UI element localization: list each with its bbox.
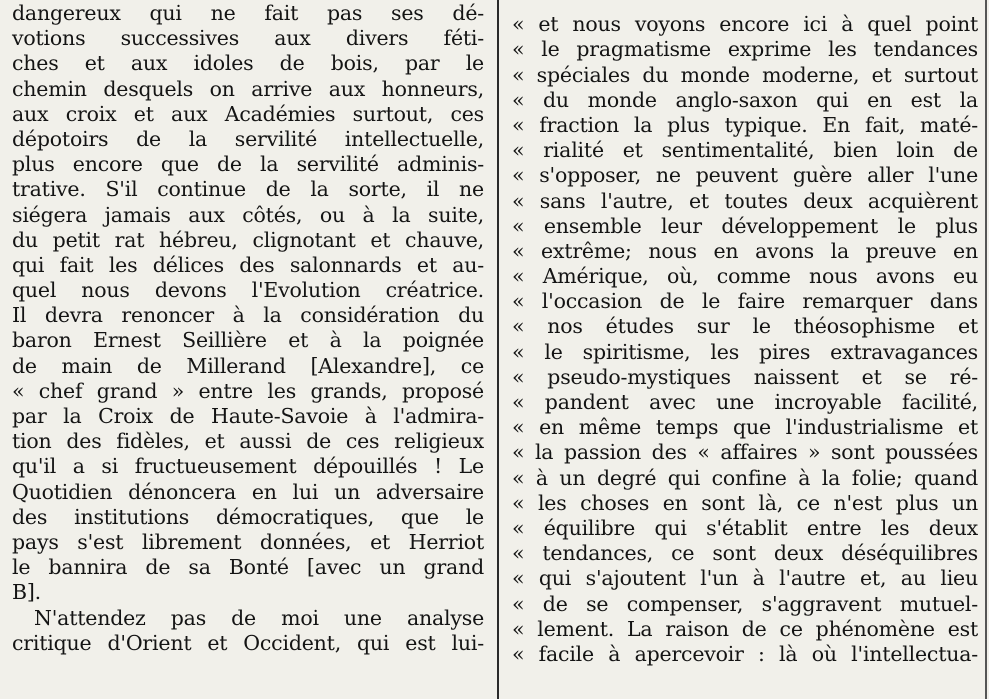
- text-line: N'attendez pas de moi une analyse: [34, 605, 484, 630]
- text-line: « facile à apercevoir : là où l'intellectua-: [512, 641, 978, 666]
- text-line: de main de Millerand [Alexandre], ce: [12, 353, 484, 378]
- text-line: « la passion des « affaires » sont poussées: [512, 440, 978, 465]
- text-line: siégera jamais aux côtés, ou à la suite,: [12, 202, 484, 227]
- text-line: « sans l'autre, et toutes deux acquièrent: [512, 188, 978, 213]
- text-line: plus encore que de la servilité adminis-: [12, 152, 484, 177]
- text-line: « nos études sur le théosophisme et: [512, 314, 978, 339]
- column-divider: [497, 0, 499, 699]
- text-line: « Amérique, où, comme nous avons eu: [512, 264, 978, 289]
- text-line: votions successives aux divers féti-: [12, 26, 484, 51]
- text-line: aux croix et aux Académies surtout, ces: [12, 101, 484, 126]
- text-line: le bannira de sa Bonté [avec un grand: [12, 555, 484, 580]
- text-line: baron Ernest Seillière et à la poignée: [12, 328, 484, 353]
- text-line: « de se compenser, s'aggravent mutuel-: [512, 591, 978, 616]
- text-line: « le spiritisme, les pires extravagances: [512, 339, 978, 364]
- text-line: chemin desquels on arrive aux honneurs,: [12, 76, 484, 101]
- text-line: « à un degré qui confine à la folie; quand: [512, 465, 978, 490]
- text-line: « les choses en sont là, ce n'est plus un: [512, 490, 978, 515]
- text-line: dépotoirs de la servilité intellectuelle,: [12, 126, 484, 151]
- text-line: « rialité et sentimentalité, bien loin de: [512, 138, 978, 163]
- text-line: tion des fidèles, et aussi de ces religieux: [12, 429, 484, 454]
- text-line: « chef grand » entre les grands, proposé: [12, 378, 484, 403]
- text-line: « ensemble leur développement le plus: [512, 213, 978, 238]
- text-line: du petit rat hébreu, clignotant et chauve,: [12, 227, 484, 252]
- text-line: « du monde anglo-saxon qui en est la: [512, 87, 978, 112]
- text-line: qu'il a si fructueusement dépouillés ! Le: [12, 454, 484, 479]
- text-line: par la Croix de Haute-Savoie à l'admira-: [12, 404, 484, 428]
- text-line: « qui s'ajoutent l'un à l'autre et, au lieu: [512, 566, 978, 591]
- text-line: B].: [12, 580, 41, 605]
- page-edge-rule: [985, 0, 987, 699]
- text-line: « le pragmatisme exprime les tendances: [512, 37, 978, 62]
- text-line: « s'opposer, ne peuvent guère aller l'une: [512, 163, 978, 188]
- text-line: des institutions démocratiques, que le: [12, 504, 484, 529]
- text-line: « équilibre qui s'établit entre les deux: [512, 515, 978, 540]
- text-line: « fraction la plus typique. En fait, maté-: [512, 112, 978, 137]
- text-line: « spéciales du monde moderne, et surtout: [512, 62, 978, 87]
- right-text-column: [512, 0, 978, 667]
- left-text-column: [12, 1, 484, 656]
- text-line: Il devra renoncer à la considération du: [12, 303, 484, 328]
- text-line: quel nous devons l'Evolution créatrice.: [12, 278, 484, 303]
- text-line: pays s'est librement données, et Herriot: [12, 529, 484, 554]
- text-line: trative. S'il continue de la sorte, il ne: [12, 177, 484, 202]
- text-line: « extrême; nous en avons la preuve en: [512, 238, 978, 263]
- text-line: Quotidien dénoncera en lui un adversaire: [12, 479, 484, 504]
- text-line: « et nous voyons encore ici à quel point: [512, 12, 978, 37]
- text-line: « lement. La raison de ce phénomène est: [512, 616, 978, 641]
- text-line: ches et aux idoles de bois, par le: [12, 51, 484, 76]
- text-line: « pseudo-mystiques naissent et se ré-: [512, 364, 978, 389]
- text-line: « l'occasion de le faire remarquer dans: [512, 289, 978, 314]
- text-line: dangereux qui ne fait pas ses dé-: [12, 1, 484, 25]
- text-line: critique d'Orient et Occident, qui est lui-: [12, 630, 484, 655]
- text-line: qui fait les délices des salonnards et au-: [12, 252, 484, 277]
- text-line: « pandent avec une incroyable facilité,: [512, 390, 978, 414]
- text-line: [512, 0, 978, 12]
- text-line: « tendances, ce sont deux déséquilibres: [512, 541, 978, 566]
- text-line: « en même temps que l'industrialisme et: [512, 415, 978, 440]
